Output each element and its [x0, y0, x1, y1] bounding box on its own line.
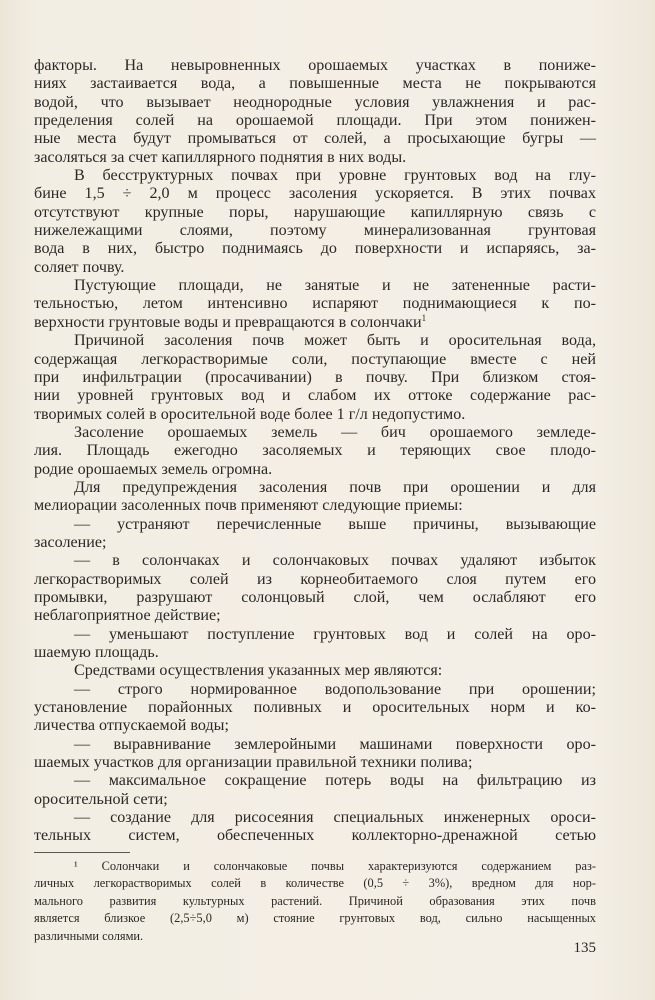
text-line: пределения солей на орошаемой площади. При этом понижен-: [34, 112, 596, 130]
text-line: Для предупреждения засоления почв при орошении и для: [74, 478, 596, 496]
text-line: родие орошаемых земель огромна.: [34, 460, 273, 478]
text-line: нии уровней грунтовых вод и слабом их оттоке содержание рас-: [34, 387, 596, 405]
text-line: творимых солей в оросительной воде более 1 г/л недопустимо.: [34, 405, 466, 423]
page-number: 135: [573, 940, 596, 956]
text-line: — создание для рисосеяния специальных инженерных ороси-: [74, 809, 596, 827]
paragraph: [34, 736, 596, 773]
text-line: тельностью, летом интенсивно испаряют поднимающиеся к по-: [34, 295, 596, 313]
text-line: вода в них, быстро поднимаясь до поверхности и испаряясь, за-: [34, 240, 596, 258]
text-line: — устраняют перечисленные выше причины, вызывающие: [74, 515, 596, 533]
text-line: ные места будут промываться от солей, а просыхающие бугры —: [34, 130, 596, 148]
text-line: Пустующие площади, не занятые и не затененные расти-: [74, 277, 596, 295]
footnote-line: мального развития культурных растений. Причиной образования этих почв: [34, 893, 596, 908]
text-line: мелиорации засоленных почв применяют следующие приемы:: [34, 497, 463, 515]
text-line: личества отпускаемой воды;: [34, 717, 229, 735]
footnote-line: ¹ Солончаки и солончаковые почвы характеризуются содержанием раз-: [74, 859, 596, 873]
text-line: оросительной сети;: [34, 790, 168, 808]
paragraph: [34, 332, 596, 424]
paragraph: [34, 167, 596, 277]
text-line: — в солончаках и солончаковых почвах удаляют избыток: [74, 552, 596, 570]
paragraph: [34, 626, 596, 663]
text-line: факторы. На невыровненных орошаемых участках в пониже-: [34, 57, 596, 74]
text-line: засоление;: [34, 533, 107, 551]
text-line: Засоление орошаемых земель — бич орошаемого земледе-: [74, 423, 596, 441]
footnote: [34, 858, 596, 945]
paragraph: [34, 479, 596, 516]
text-line: отсутствуют крупные поры, нарушающие капиллярную связь с: [34, 203, 596, 221]
text-line: Причиной засоления почв может быть и оросительная вода,: [74, 332, 596, 350]
text-line: В бесструктурных почвах при уровне грунтовых вод на глу-: [74, 167, 596, 185]
paragraph: [34, 424, 596, 479]
paragraph: [34, 552, 596, 625]
footnote-line: различными солями.: [34, 928, 144, 943]
text-line: — строго нормированное водопользование при орошении;: [74, 680, 596, 698]
text-line: соляет почву.: [34, 258, 125, 276]
text-line: водой, что вызывает неоднородные условия увлажнения и рас-: [34, 93, 596, 111]
text-line: шаемую площадь.: [34, 644, 159, 661]
text-line: лия. Площадь ежегодно засоляемых и теряющих свое плодо-: [34, 442, 596, 460]
paragraph: [34, 516, 596, 553]
text-line: нижележащими слоями, поэтому минерализованная грунтовая: [34, 222, 596, 240]
paragraph: [34, 772, 596, 809]
text-line: засоляться за счет капиллярного поднятия в них воды.: [34, 148, 407, 166]
text-line: — уменьшают поступление грунтовых вод и солей на оро-: [74, 625, 596, 643]
paragraph: [34, 277, 596, 332]
text-line-content: верхности грунтовые воды и превращаются в солончаки: [34, 313, 422, 331]
paragraph: [34, 809, 596, 846]
text-line: промывки, разрушают солонцовый слой, чем ослабляют его: [34, 588, 596, 606]
footnote-separator: [34, 852, 130, 853]
paragraph: [34, 662, 596, 680]
text-line: ниях застаивается вода, а повышенные места не покрываются: [34, 75, 596, 93]
text-line: [34, 314, 596, 332]
text-line: бине 1,5 ÷ 2,0 м процесс засоления ускоряется. В этих почвах: [34, 185, 596, 203]
main-text: [34, 57, 596, 846]
paragraph: [34, 681, 596, 736]
text-line: — выравнивание землеройными машинами поверхности оро-: [74, 735, 596, 753]
text-line: — максимальное сокращение потерь воды на фильтрацию из: [74, 772, 596, 790]
paragraph: [34, 57, 596, 167]
text-line: содержащая легкорастворимые соли, поступающие вместе с ней: [34, 350, 596, 368]
text-line: тельных систем, обеспеченных коллекторно-дренажной сетью: [34, 827, 596, 845]
footnote-line: является близкое (2,5÷5,0 м) стояние грунтовых вод, сильно насыщенных: [34, 911, 596, 926]
text-line: при инфильтрации (просачивании) в почву. При близком стоя-: [34, 368, 596, 386]
text-line: Средствами осуществления указанных мер являются:: [74, 662, 443, 680]
text-line: установление порайонных поливных и оросительных норм и ко-: [34, 699, 596, 717]
text-line: шаемых участков для организации правильной техники полива;: [34, 754, 473, 772]
footnote-reference: 1: [421, 312, 427, 323]
text-line: легкорастворимых солей из корнеобитаемого слоя путем его: [34, 570, 596, 588]
footnote-line: личных легкорастворимых солей в количестве (0,5 ÷ 3%), вредном для нор-: [34, 876, 596, 891]
text-line: неблагоприятное действие;: [34, 607, 221, 625]
